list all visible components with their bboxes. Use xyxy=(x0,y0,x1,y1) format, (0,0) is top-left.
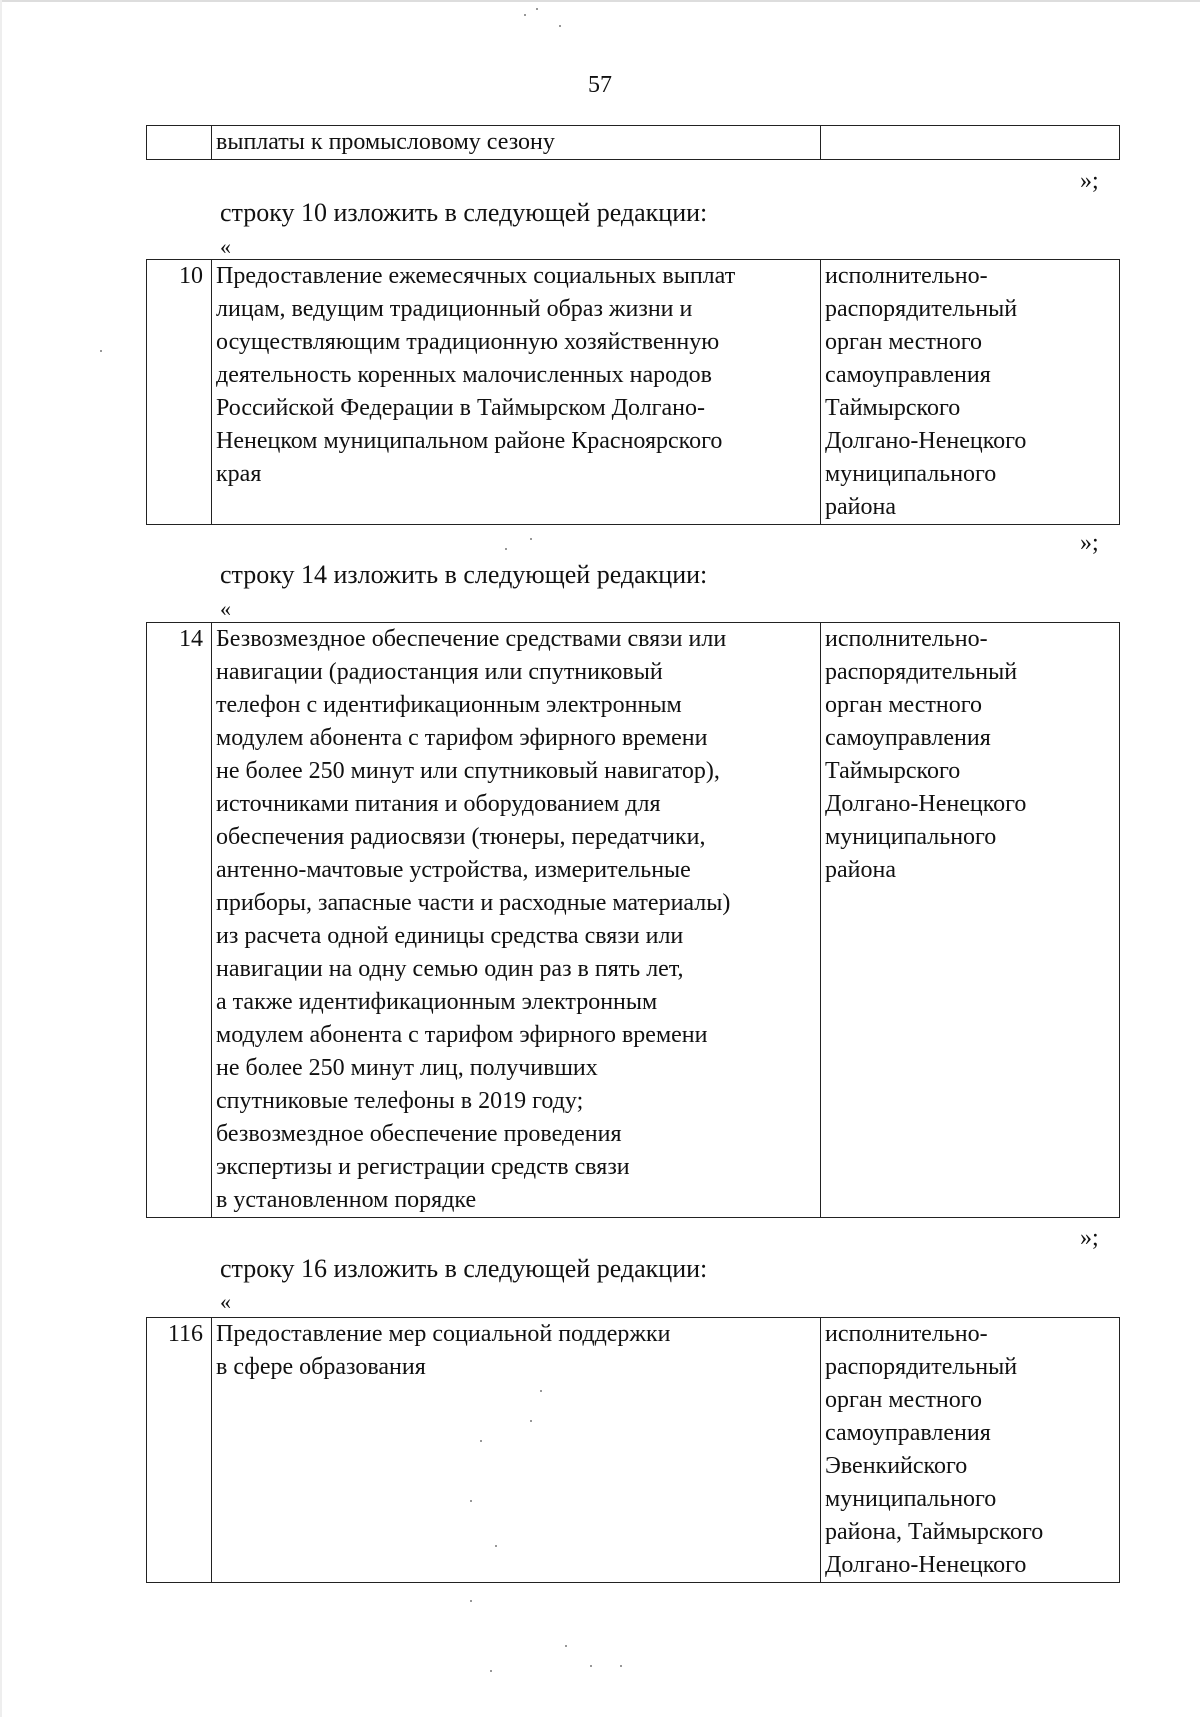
organ-line: исполнительно- xyxy=(825,626,988,652)
organ-line: муниципального xyxy=(825,1486,997,1512)
scan-speck xyxy=(590,1665,592,1667)
desc-line: Предоставление ежемесячных социальных выплат xyxy=(216,263,736,289)
row-description-cell xyxy=(212,1318,821,1583)
instruction-line-10: строку 10 изложить в следующей редакции: xyxy=(220,198,708,227)
scan-speck xyxy=(530,538,532,540)
organ-line: Долгано-Ненецкого xyxy=(825,1552,1027,1578)
desc-line: навигации на одну семью один раз в пять лет, xyxy=(216,956,684,982)
organ-line: района xyxy=(825,494,896,520)
organ-line: исполнительно- xyxy=(825,263,988,289)
desc-line: безвозмездное обеспечение проведения xyxy=(216,1121,622,1147)
table-row xyxy=(147,260,1120,525)
opening-quote: « xyxy=(220,234,231,259)
desc-line: навигации (радиостанция или спутниковый xyxy=(216,659,663,685)
organ-line: Эвенкийского xyxy=(825,1453,968,1479)
closing-quote: »; xyxy=(1080,168,1099,194)
organ-line: самоуправления xyxy=(825,362,991,388)
desc-line: не более 250 минут лиц, получивших xyxy=(216,1055,598,1081)
organ-line: самоуправления xyxy=(825,725,991,751)
scan-speck xyxy=(540,1390,542,1392)
row-number-cell xyxy=(147,126,212,160)
scan-speck xyxy=(470,1600,472,1602)
desc-line: антенно-мачтовые устройства, измерительные xyxy=(216,857,691,883)
row-description-cell xyxy=(212,623,821,1218)
scan-speck xyxy=(620,1665,622,1667)
row-organ-cell xyxy=(821,260,1120,525)
organ-line: распорядительный xyxy=(825,659,1018,685)
row-organ-cell xyxy=(821,623,1120,1218)
scan-speck xyxy=(505,548,507,550)
organ-line: исполнительно- xyxy=(825,1321,988,1347)
desc-line: источниками питания и оборудованием для xyxy=(216,791,661,817)
instruction-line-16: строку 16 изложить в следующей редакции: xyxy=(220,1254,708,1283)
desc-line: осуществляющим традиционную хозяйственную xyxy=(216,329,720,355)
opening-quote: « xyxy=(220,1289,231,1314)
desc-line: не более 250 минут или спутниковый навигатор), xyxy=(216,758,720,784)
scan-speck xyxy=(470,1500,472,1502)
organ-line: самоуправления xyxy=(825,1420,991,1446)
scan-left-edge xyxy=(0,0,2,1717)
page-number: 57 xyxy=(588,72,612,98)
row-description-cell xyxy=(212,260,821,525)
scan-speck xyxy=(565,1645,567,1647)
desc-line: телефон с идентификационным электронным xyxy=(216,692,682,718)
desc-line: Предоставление мер социальной поддержки xyxy=(216,1321,671,1347)
scan-speck xyxy=(536,8,538,10)
desc-line: модулем абонента с тарифом эфирного времени xyxy=(216,1022,708,1048)
organ-line: Таймырского xyxy=(825,758,961,784)
desc-line: приборы, запасные части и расходные материалы) xyxy=(216,890,731,916)
desc-line: лицам, ведущим традиционный образ жизни и xyxy=(216,296,693,322)
row-organ-cell xyxy=(821,1318,1120,1583)
desc-line: из расчета одной единицы средства связи или xyxy=(216,923,684,949)
scan-speck xyxy=(490,1670,492,1672)
scan-speck xyxy=(530,1420,532,1422)
desc-line: экспертизы и регистрации средств связи xyxy=(216,1154,630,1180)
organ-line: муниципального xyxy=(825,461,997,487)
scan-speck xyxy=(495,1545,497,1547)
scan-speck xyxy=(100,350,102,352)
desc-line: спутниковые телефоны в 2019 году; xyxy=(216,1088,584,1114)
organ-line: орган местного xyxy=(825,1387,983,1413)
organ-line: Долгано-Ненецкого xyxy=(825,428,1027,454)
scan-top-edge xyxy=(0,0,1200,2)
organ-line: района, Таймырского xyxy=(825,1519,1044,1545)
table-row xyxy=(147,1318,1120,1583)
desc-line: Безвозмездное обеспечение средствами связи или xyxy=(216,626,727,652)
table-row-14 xyxy=(146,622,1120,1218)
desc-line: обеспечения радиосвязи (тюнеры, передатчики, xyxy=(216,824,706,850)
table-row xyxy=(147,623,1120,1218)
desc-line: в сфере образования xyxy=(216,1354,426,1380)
table-fragment-continuation xyxy=(146,125,1120,160)
scan-speck xyxy=(480,1440,482,1442)
desc-line: а также идентификационным электронным xyxy=(216,989,658,1015)
desc-line: Российской Федерации в Таймырском Долгано- xyxy=(216,395,706,421)
organ-line: района xyxy=(825,857,896,883)
table-row-10 xyxy=(146,259,1120,525)
organ-line: муниципального xyxy=(825,824,997,850)
organ-line: распорядительный xyxy=(825,296,1018,322)
scan-speck xyxy=(524,14,526,16)
instruction-line-14: строку 14 изложить в следующей редакции: xyxy=(220,560,708,589)
scan-speck xyxy=(559,25,561,27)
organ-line: распорядительный xyxy=(825,1354,1018,1380)
desc-line: модулем абонента с тарифом эфирного времени xyxy=(216,725,708,751)
organ-line: Долгано-Ненецкого xyxy=(825,791,1027,817)
organ-line: орган местного xyxy=(825,329,983,355)
desc-line: края xyxy=(216,461,262,487)
row-description-cell xyxy=(212,126,821,160)
opening-quote: « xyxy=(220,596,231,621)
closing-quote: »; xyxy=(1080,530,1099,556)
organ-line: Таймырского xyxy=(825,395,961,421)
table-row xyxy=(147,126,1120,160)
row-organ-cell xyxy=(821,126,1120,160)
row-number-cell: 10 xyxy=(147,260,212,525)
desc-line: Ненецком муниципальном районе Красноярского xyxy=(216,428,723,454)
closing-quote: »; xyxy=(1080,1225,1099,1251)
organ-line: орган местного xyxy=(825,692,983,718)
desc-line: выплаты к промысловому сезону xyxy=(216,129,555,155)
row-number-cell: 116 xyxy=(147,1318,212,1583)
row-number-cell: 14 xyxy=(147,623,212,1218)
desc-line: в установленном порядке xyxy=(216,1187,477,1213)
table-row-116 xyxy=(146,1317,1120,1583)
desc-line: деятельность коренных малочисленных народов xyxy=(216,362,712,388)
